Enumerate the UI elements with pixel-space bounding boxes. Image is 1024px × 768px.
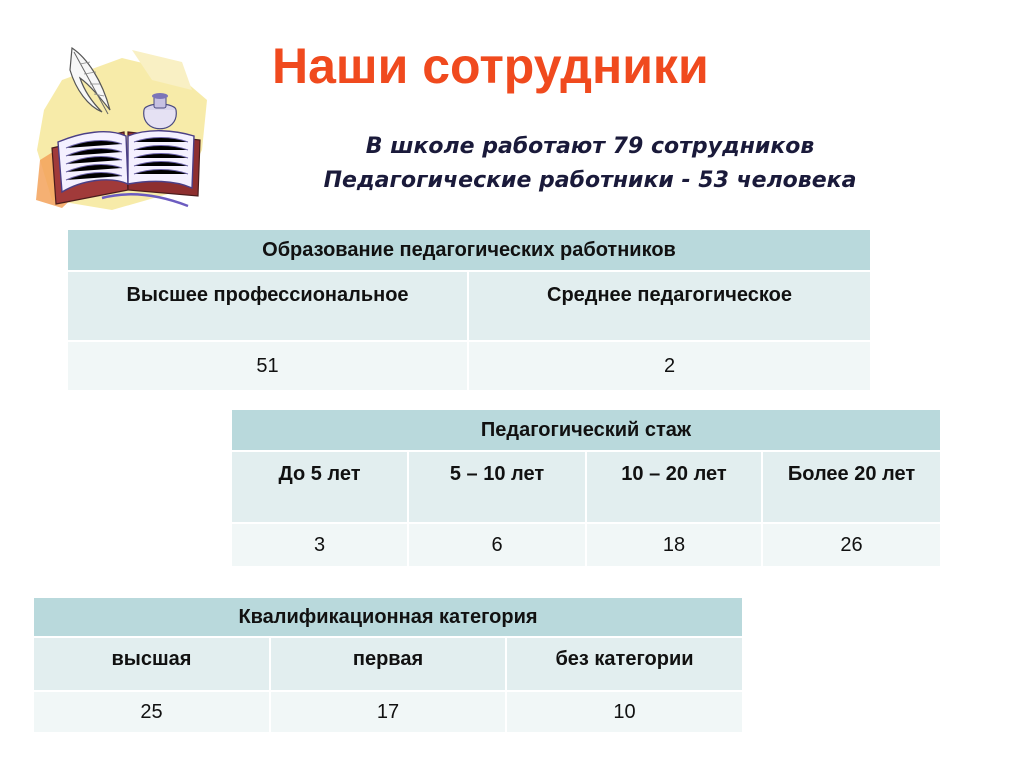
column-over-20-years: Более 20 лет <box>762 451 940 523</box>
column-10-20-years: 10 – 20 лет <box>586 451 762 523</box>
page-title: Наши сотрудники <box>272 38 709 94</box>
table-header-row <box>68 230 870 271</box>
experience-table-title: Педагогический стаж <box>232 410 940 451</box>
column-under-5-years: До 5 лет <box>232 451 408 523</box>
value-highest-category: 25 <box>34 691 270 732</box>
value-5-10-years: 6 <box>408 523 586 566</box>
table-columns-row <box>34 637 742 691</box>
table-values-row <box>232 523 940 566</box>
value-10-20-years: 18 <box>586 523 762 566</box>
column-5-10-years: 5 – 10 лет <box>408 451 586 523</box>
value-first-category: 17 <box>270 691 506 732</box>
open-book-quill-inkwell-icon <box>32 40 220 216</box>
value-over-20-years: 26 <box>762 523 940 566</box>
column-higher-education: Высшее профессиональное <box>68 271 468 341</box>
table-header-row <box>34 598 742 637</box>
column-first-category: первая <box>270 637 506 691</box>
teachers-total-text: Педагогические работники - 53 человека <box>323 168 857 193</box>
table-header-row <box>232 410 940 451</box>
table-columns-row <box>68 271 870 341</box>
value-under-5-years: 3 <box>232 523 408 566</box>
category-table <box>34 598 742 732</box>
table-columns-row <box>232 451 940 523</box>
education-table-title: Образование педагогических работников <box>68 230 870 271</box>
experience-table <box>232 410 940 566</box>
staff-total-text: В школе работают 79 сотрудников <box>365 134 815 159</box>
value-secondary-education: 2 <box>468 341 870 390</box>
value-no-category: 10 <box>506 691 742 732</box>
category-table-title: Квалификационная категория <box>34 598 742 637</box>
education-table <box>68 230 870 390</box>
column-secondary-education: Среднее педагогическое <box>468 271 870 341</box>
table-values-row <box>34 691 742 732</box>
column-highest-category: высшая <box>34 637 270 691</box>
value-higher-education: 51 <box>68 341 468 390</box>
column-no-category: без категории <box>506 637 742 691</box>
table-values-row <box>68 341 870 390</box>
